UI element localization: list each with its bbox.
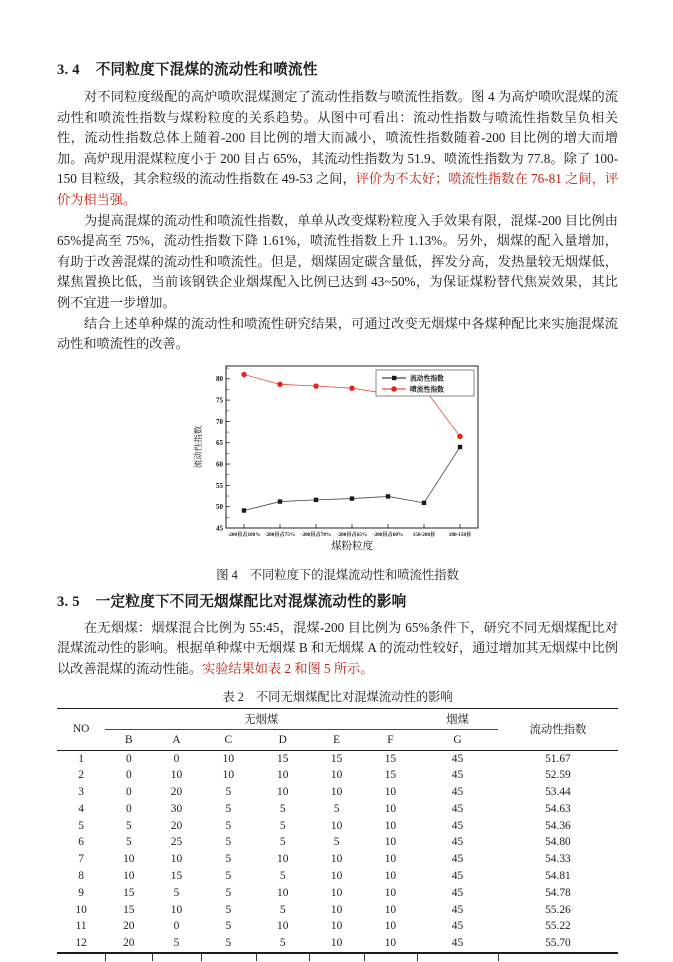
- fluidity-index-value: 53.44: [545, 786, 571, 799]
- coal-ratio-value: 15: [277, 752, 289, 765]
- section-heading-3-5: [57, 590, 618, 611]
- coal-ratio-value: 45: [451, 920, 464, 933]
- coal-ratio-value: 10: [384, 819, 397, 832]
- coal-ratio-value: 30: [170, 802, 183, 815]
- coal-ratio-value: 5: [225, 903, 232, 916]
- coal-ratio-value: 10: [170, 853, 183, 866]
- coal-ratio-value: 15: [330, 752, 343, 765]
- table-row: [57, 784, 618, 801]
- coal-ratio-value: 10: [384, 853, 397, 866]
- coal-ratio-value: 45: [451, 836, 464, 849]
- coal-ratio-value: 5: [173, 886, 180, 899]
- coal-ratio-value: 15: [123, 886, 135, 899]
- coal-ratio-value: 25: [170, 836, 183, 849]
- coal-ratio-value: 5: [279, 836, 286, 849]
- svg-text:45: 45: [215, 524, 223, 533]
- fluidity-index-value: 51.67: [545, 752, 571, 765]
- svg-text:65: 65: [215, 438, 223, 447]
- page-content: [57, 58, 618, 962]
- col-header-e: E: [309, 729, 363, 750]
- table-column-tick: [256, 954, 257, 961]
- figure-label: 图 4: [216, 567, 238, 582]
- table-row: [57, 868, 618, 885]
- table-row: [57, 818, 618, 835]
- coal-ratio-value: 10: [277, 886, 289, 899]
- col-header-d: D: [256, 729, 309, 750]
- col-header-b: B: [105, 729, 152, 750]
- table2: [57, 708, 618, 953]
- coal-ratio-value: 45: [451, 937, 464, 950]
- coal-ratio-value: 10: [384, 886, 397, 899]
- section-title: 一定粒度下不同无烟煤配比对混煤流动性的影响: [95, 593, 407, 610]
- table-row: [57, 851, 618, 868]
- coal-ratio-value: 5: [125, 836, 132, 849]
- fluidity-index-value: 54.78: [545, 886, 571, 899]
- coal-ratio-value: 45: [451, 802, 464, 815]
- coal-ratio-value: 45: [451, 853, 464, 866]
- fluidity-index-value: 55.26: [545, 903, 571, 916]
- table-row: [57, 885, 618, 902]
- figure4-chart: [192, 358, 484, 556]
- coal-ratio-value: 5: [279, 819, 286, 832]
- table2-bottom-rule: [57, 952, 618, 962]
- table-column-tick: [152, 954, 153, 961]
- paragraph-text-red: 实验结果如表 2 和图 5 所示。: [202, 660, 374, 676]
- coal-ratio-value: 20: [123, 920, 135, 933]
- svg-text:60: 60: [215, 460, 223, 469]
- fluidity-index-value: 54.80: [545, 836, 571, 849]
- svg-text:50: 50: [215, 502, 223, 511]
- table-row: [57, 935, 618, 952]
- coal-ratio-value: 5: [225, 853, 232, 866]
- coal-ratio-value: 20: [123, 937, 135, 950]
- paragraph-text: 在无烟煤：烟煤混合比例为 55:45，混煤-200 目比例为 65%条件下，研究不同无烟煤配比对混煤流动性的影响。根据单种煤中无烟煤 B 和无烟煤 A 的流动性较好，通过增加其无烟煤中比例以改善混煤的流动性能。: [57, 619, 618, 676]
- figure4-container: [57, 358, 618, 583]
- coal-ratio-value: 15: [384, 769, 397, 782]
- svg-text:-200目占60%: -200目占60%: [372, 531, 403, 538]
- table-caption-text: 不同无烟煤配比对混煤流动性的影响: [255, 689, 453, 704]
- coal-ratio-value: 0: [125, 752, 132, 765]
- coal-ratio-value: 10: [222, 769, 235, 782]
- coal-ratio-value: 15: [170, 870, 183, 883]
- coal-ratio-value: 5: [125, 819, 132, 832]
- table-column-tick: [201, 954, 202, 961]
- coal-ratio-value: 10: [277, 853, 289, 866]
- coal-ratio-value: 10: [330, 819, 343, 832]
- section-number: 3. 5: [57, 593, 80, 610]
- coal-ratio-value: 5: [279, 903, 286, 916]
- fluidity-index-value: 54.36: [545, 819, 571, 832]
- coal-ratio-value: 5: [279, 870, 286, 883]
- svg-text:流动性指数: 流动性指数: [192, 425, 203, 468]
- paragraph-fluidity-analysis: [57, 87, 618, 211]
- row-no: 1: [78, 752, 84, 765]
- coal-ratio-value: 5: [279, 937, 286, 950]
- svg-text:-200目占100%: -200目占100%: [227, 531, 260, 538]
- svg-text:100-150目: 100-150目: [448, 531, 471, 538]
- coal-ratio-value: 10: [330, 886, 343, 899]
- paragraph-improvement-discussion: [57, 211, 618, 314]
- table-column-tick: [364, 954, 365, 961]
- row-no: 5: [78, 819, 84, 832]
- table-column-tick: [417, 954, 418, 961]
- paragraph-text: 为提高混煤的流动性和喷流性指数，单单从改变煤粉粒度入手效果有限，混煤-200 目比例由 65%提高至 75%，流动性指数下降 1.61%，喷流性指数上升 1.13%。另外，烟煤的配入量增加，有助于改善混煤的流动性和喷流性。但是，烟煤固定碳含量低，挥发分高，发热量较无烟煤低，煤焦置换比低，当前该钢铁企业烟煤配入比例已达到 43~50%，为保证煤粉替代焦炭效果，其比例不宜进一步增加。: [57, 212, 618, 310]
- svg-text:70: 70: [215, 417, 223, 426]
- table-row: [57, 801, 618, 818]
- coal-ratio-value: 5: [333, 836, 340, 849]
- coal-ratio-value: 10: [384, 786, 397, 799]
- section-number: 3. 4: [57, 62, 80, 78]
- coal-ratio-value: 5: [225, 886, 232, 899]
- coal-ratio-value: 15: [384, 752, 397, 765]
- coal-ratio-value: 5: [225, 819, 232, 832]
- table-row: [57, 834, 618, 851]
- svg-text:流动性指数: 流动性指数: [409, 375, 444, 383]
- paragraph-anthracite-ratio: [57, 618, 618, 680]
- coal-ratio-value: 5: [225, 920, 232, 933]
- row-no: 9: [78, 886, 84, 899]
- coal-ratio-value: 0: [125, 769, 132, 782]
- table-label: 表 2: [222, 689, 244, 704]
- coal-ratio-value: 10: [330, 903, 343, 916]
- paragraph-text: 对不同粒度级配的高炉喷吹混煤测定了流动性指数与喷流性指数。图 4 为高炉喷吹混煤的流动性和喷流性指数与煤粉粒度的关系趋势。从图中可看出：流动性指数与喷流性指数呈负相关性，流动性指数总体上随着-200 目比例的增大而减小，喷流性指数随着-200 目比例的增大而增加。高炉现用混煤粒度小于 200 目占 65%，其流动性指数为 51.9、喷流性指数为 77.8。除了 100-150 目粒级，其余粒级的流动性指数在 49-53 之间，: [57, 89, 618, 187]
- fluidity-index-value: 55.70: [545, 937, 571, 950]
- svg-text:-200目占70%: -200目占70%: [300, 531, 331, 538]
- coal-ratio-value: 10: [384, 903, 397, 916]
- table-row: [57, 918, 618, 935]
- col-header-g: G: [417, 729, 498, 750]
- coal-ratio-value: 20: [170, 786, 183, 799]
- col-header-no: NO: [57, 708, 105, 750]
- figure4-caption: [57, 565, 618, 583]
- figure-caption-text: 不同粒度下的混煤流动性和喷流性指数: [249, 567, 459, 582]
- coal-ratio-value: 45: [451, 903, 464, 916]
- svg-text:喷流性指数: 喷流性指数: [409, 386, 444, 394]
- coal-ratio-value: 10: [277, 920, 289, 933]
- coal-ratio-value: 5: [333, 802, 340, 815]
- coal-ratio-value: 45: [451, 886, 464, 899]
- svg-text:80: 80: [215, 374, 223, 383]
- coal-ratio-value: 0: [125, 786, 132, 799]
- paragraph-conclusion: [57, 314, 618, 355]
- row-no: 8: [78, 870, 84, 883]
- coal-ratio-value: 10: [330, 920, 343, 933]
- svg-text:煤粉粒度: 煤粉粒度: [330, 540, 373, 552]
- coal-ratio-value: 10: [170, 903, 183, 916]
- paragraph-text: 结合上述单种煤的流动性和喷流性研究结果，可通过改变无烟煤中各煤种配比来实施混煤流动性和喷流性的改善。: [57, 315, 618, 352]
- table-row: [57, 902, 618, 919]
- fluidity-index-value: 54.33: [545, 853, 571, 866]
- coal-ratio-value: 10: [123, 870, 135, 883]
- coal-ratio-value: 10: [222, 752, 235, 765]
- table-column-tick: [309, 954, 310, 961]
- coal-ratio-value: 45: [451, 870, 464, 883]
- table-column-tick: [498, 954, 499, 961]
- row-no: 2: [78, 769, 84, 782]
- col-header-a: A: [152, 729, 200, 750]
- svg-text:-200目占75%: -200目占75%: [264, 531, 295, 538]
- coal-ratio-value: 45: [451, 786, 464, 799]
- col-header-c: C: [201, 729, 257, 750]
- svg-text:75: 75: [215, 396, 223, 405]
- svg-text:150-200目: 150-200目: [412, 531, 435, 538]
- coal-ratio-value: 15: [123, 903, 135, 916]
- coal-ratio-value: 5: [225, 870, 232, 883]
- paragraph-text-red: 评价为不太好；喷流性指数在 76-81 之间，评价为相当强。: [57, 171, 619, 207]
- coal-ratio-value: 10: [384, 870, 397, 883]
- coal-ratio-value: 5: [279, 802, 286, 815]
- coal-ratio-value: 10: [277, 769, 289, 782]
- row-no: 6: [78, 836, 84, 849]
- fluidity-index-value: 55.22: [545, 920, 571, 933]
- coal-ratio-value: 0: [173, 752, 180, 765]
- coal-ratio-value: 5: [225, 802, 232, 815]
- coal-ratio-value: 5: [225, 786, 232, 799]
- coal-ratio-value: 5: [225, 836, 232, 849]
- coal-ratio-value: 45: [451, 752, 464, 765]
- table-column-tick: [105, 954, 106, 961]
- coal-ratio-value: 5: [173, 937, 180, 950]
- coal-ratio-value: 10: [330, 870, 343, 883]
- coal-ratio-value: 10: [330, 769, 343, 782]
- coal-ratio-value: 45: [451, 819, 464, 832]
- table-row: [57, 767, 618, 784]
- coal-ratio-value: 45: [451, 769, 464, 782]
- row-no: 11: [75, 920, 87, 933]
- col-header-f: F: [364, 729, 417, 750]
- table2-caption: [57, 687, 618, 705]
- coal-ratio-value: 10: [277, 786, 289, 799]
- coal-ratio-value: 10: [330, 853, 343, 866]
- coal-ratio-value: 0: [125, 802, 132, 815]
- col-header-fluidity-index: 流动性指数: [498, 708, 618, 750]
- fluidity-index-value: 52.59: [545, 769, 571, 782]
- row-no: 12: [75, 937, 87, 950]
- col-group-anthracite: 无烟煤: [105, 708, 417, 729]
- section-title: 不同粒度下混煤的流动性和喷流性: [95, 62, 318, 78]
- coal-ratio-value: 10: [384, 802, 397, 815]
- coal-ratio-value: 10: [170, 769, 183, 782]
- coal-ratio-value: 0: [173, 920, 180, 933]
- coal-ratio-value: 10: [330, 937, 343, 950]
- fluidity-index-value: 54.63: [545, 802, 571, 815]
- fluidity-index-value: 54.81: [545, 870, 571, 883]
- row-no: 10: [75, 903, 87, 916]
- coal-ratio-value: 10: [384, 920, 397, 933]
- table2-body: [57, 750, 618, 952]
- coal-ratio-value: 10: [384, 836, 397, 849]
- col-group-bituminous: 烟煤: [417, 708, 498, 729]
- svg-text:-200目占65%: -200目占65%: [336, 531, 367, 538]
- coal-ratio-value: 10: [330, 786, 343, 799]
- coal-ratio-value: 5: [225, 937, 232, 950]
- coal-ratio-value: 10: [123, 853, 135, 866]
- row-no: 4: [78, 802, 84, 815]
- row-no: 7: [78, 853, 84, 866]
- coal-ratio-value: 10: [384, 937, 397, 950]
- section-heading-3-4: [57, 58, 618, 79]
- coal-ratio-value: 20: [170, 819, 183, 832]
- svg-text:55: 55: [215, 481, 223, 490]
- table-row: [57, 750, 618, 767]
- row-no: 3: [78, 786, 84, 799]
